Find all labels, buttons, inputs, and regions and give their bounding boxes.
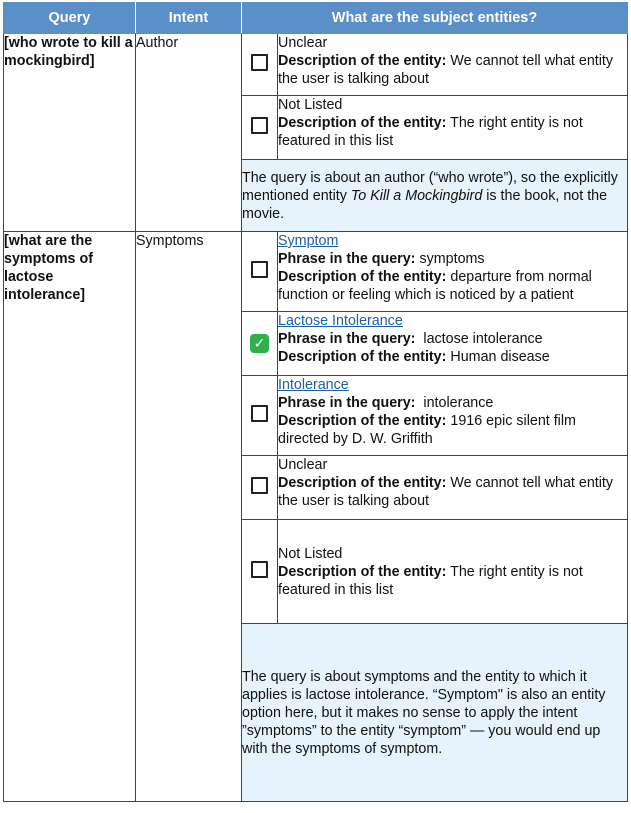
checkbox-cell[interactable] <box>242 376 278 456</box>
checkbox-unchecked[interactable] <box>251 561 268 578</box>
checkbox-cell[interactable] <box>242 312 278 376</box>
option-description: We cannot tell what entity the user is talking about <box>278 475 614 509</box>
description-label: Description of the entity: <box>278 563 447 580</box>
header-intent: Intent <box>136 3 242 34</box>
checkbox-checked-icon[interactable]: ✓ <box>250 334 269 353</box>
description-label: Description of the entity: <box>278 349 447 365</box>
option-phrase: intolerance <box>423 395 494 411</box>
checkbox-cell[interactable] <box>242 34 278 96</box>
option-description: 1916 epic silent film directed by D. W. Griffith <box>278 413 576 447</box>
header-subject-entities: What are the subject entities? <box>242 3 628 34</box>
option-description: Human disease <box>450 349 550 365</box>
description-label: Description of the entity: <box>278 53 447 69</box>
checkbox-cell[interactable] <box>242 520 278 624</box>
option-unclear <box>278 34 628 96</box>
checkbox-unchecked[interactable] <box>251 405 268 422</box>
option-not-listed <box>278 96 628 160</box>
option-intolerance <box>278 376 628 456</box>
description-label: Description of the entity: <box>278 115 447 131</box>
option-description: The right entity is not featured in this list <box>278 115 583 149</box>
checkbox-cell[interactable] <box>242 232 278 312</box>
description-label: Description of the entity: <box>278 475 447 491</box>
phrase-label: Phrase in the query: <box>278 251 416 267</box>
intent-cell: Author <box>136 34 242 232</box>
entity-link[interactable]: Lactose Intolerance <box>278 313 403 329</box>
phrase-label: Phrase in the query: <box>278 395 416 411</box>
header-query: Query <box>4 3 136 34</box>
entity-link[interactable]: Symptom <box>278 233 339 249</box>
option-lactose-intolerance <box>278 312 628 376</box>
option-phrase: lactose intolerance <box>423 331 543 347</box>
description-label: Description of the entity: <box>278 413 447 429</box>
option-description: departure from normal function or feeling which is noticed by a patient <box>278 269 592 303</box>
option-phrase: symptoms <box>419 251 485 267</box>
option-symptom <box>278 232 628 312</box>
option-name: Unclear <box>278 457 328 473</box>
entity-link[interactable]: Intolerance <box>278 377 349 393</box>
phrase-label: Phrase in the query: <box>278 331 416 347</box>
checkbox-cell[interactable] <box>242 456 278 520</box>
option-not-listed <box>278 520 628 624</box>
explanation-note <box>242 160 628 232</box>
checkbox-unchecked[interactable] <box>251 117 268 134</box>
entity-table <box>3 2 628 802</box>
option-row <box>4 34 628 96</box>
option-description: The right entity is not featured in this list <box>278 563 583 598</box>
header-row <box>4 3 628 34</box>
description-label: Description of the entity: <box>278 269 447 285</box>
note-text: The query is about an author (“who wrote”), so the explicitly mentioned entity <box>242 169 618 204</box>
option-name: Not Listed <box>278 97 343 113</box>
intent-cell: Symptoms <box>136 232 242 802</box>
checkbox-cell[interactable] <box>242 96 278 160</box>
note-italic-title: To Kill a Mockingbird <box>350 187 483 204</box>
option-unclear <box>278 456 628 520</box>
option-name: Not Listed <box>278 545 343 562</box>
query-cell: [who wrote to kill a mockingbird] <box>4 34 136 232</box>
checkbox-unchecked[interactable] <box>251 477 268 494</box>
note-text: is the book, not the movie. <box>242 187 608 222</box>
query-cell: [what are the symptoms of lactose intolerance] <box>4 232 136 802</box>
checkbox-unchecked[interactable] <box>251 54 268 71</box>
option-row <box>4 232 628 312</box>
option-description: We cannot tell what entity the user is talking about <box>278 53 614 87</box>
option-name: Unclear <box>278 35 328 51</box>
explanation-note: The query is about symptoms and the entity to which it applies is lactose intolerance. “Symptom" is also an entity option here, but it makes no sense to apply the intent ”symptoms” to the entity “symptom” — you would end up with the symptoms of symptom. <box>242 624 628 802</box>
checkbox-unchecked[interactable] <box>251 261 268 278</box>
